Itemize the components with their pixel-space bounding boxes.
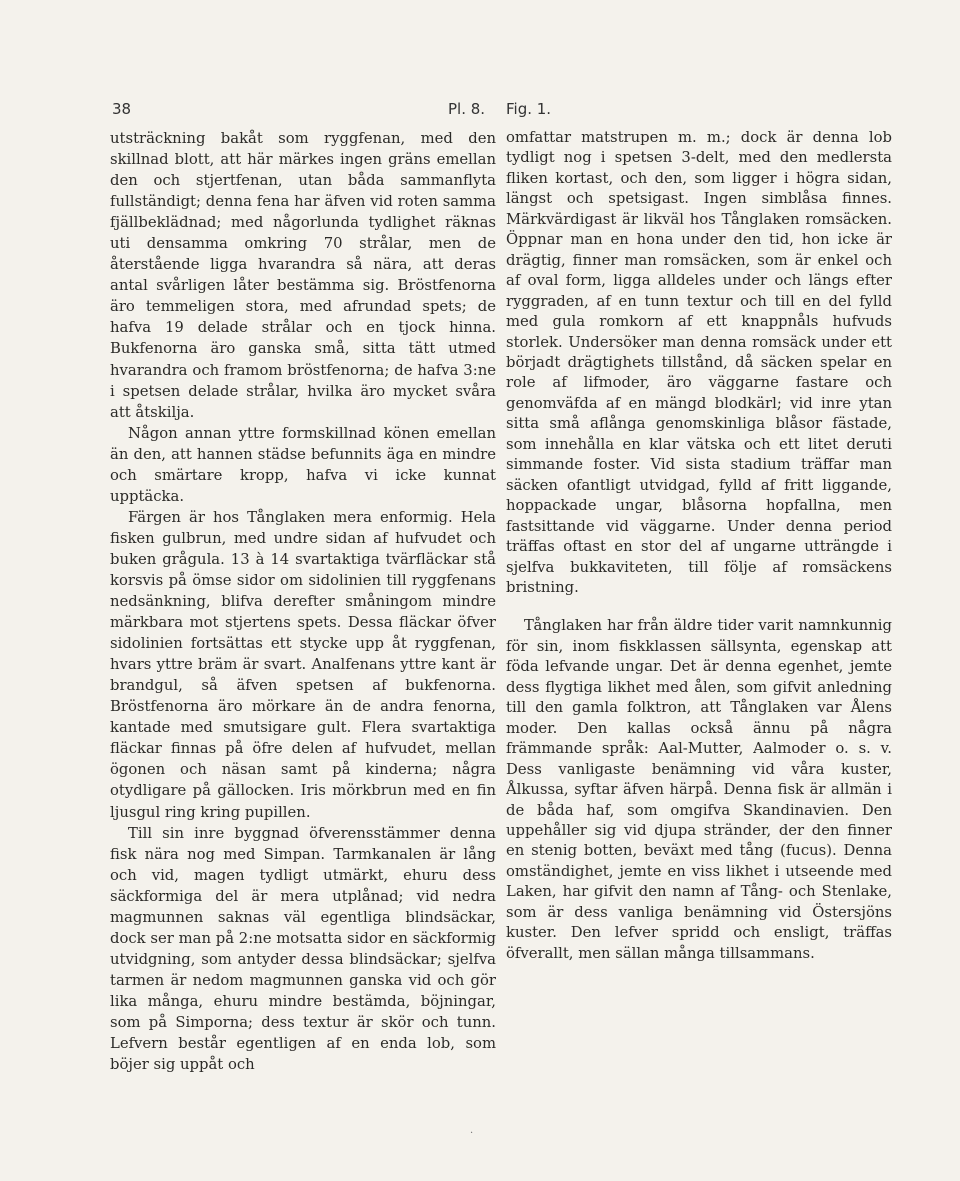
- paragraph: Färgen är hos Tånglaken mera enformig. Hela fisken gulbrun, med undre sidan af hufvudet och buken grågula. 13 à 14 svartaktiga tvärfläckar stå korsvis på ömse sidor om sidolinien till ryggfenans nedsänkning, blifva derefter småningom mindre märkbara mot stjertens spets. Dessa fläckar öfver sidolinien fortsättas ett stycke upp åt ryggfenan, hvars yttre bräm är svart. Analfenans yttre kant är brandgul, så äfven spetsen af bukfenorna. Bröstfenorna äro mörkare än de andra fenorna, kantade med smutsigare gult. Flera svartaktiga fläckar finnas på öfre delen af hufvudet, mellan ögonen och näsan samt på kinderna; några otydligare på gällocken. Iris mörkbrun med en fin ljusgul ring kring pupillen.: [110, 508, 496, 821]
- right-text-column: [506, 128, 892, 964]
- paragraph: Tånglaken har från äldre tider varit namnkunnig för sin, inom fiskklassen sällsynta, egenskap att föda lefvande ungar. Det är denna egenhet, jemte dess flygtiga likhet med ålen, som gifvit anledning till den gamla folktron, att Tånglaken var Ålens moder. Den kallas också ännu på några främmande språk: Aal-Mutter, Aalmoder o. s. v. Dess vanligaste benämning vid våra kuster, Ålkussa, syftar äfven härpå. Denna fisk är allmän i de båda haf, som omgifva Skandinavien. Den uppehåller sig vid djupa stränder, der den finner en stenig botten, beväxt med tång (fucus). Denna omständighet, jemte en viss likhet i utseende med Laken, har gifvit den namn af Tång- och Stenlake, som är dess vanliga benämning vid Östersjöns kuster. Den lefver spridd och ensligt, träffas öfverallt, men sällan många tillsammans.: [506, 617, 892, 962]
- page-number: 38: [112, 100, 132, 118]
- paragraph: Till sin inre byggnad öfverensstämmer denna fisk nära nog med Simpan. Tarmkanalen är lång och vid, magen tydligt utmärkt, ehuru dess säckformiga del är mera utplånad; vid nedra magmunnen saknas väl egentliga blindsäckar, dock ser man på 2:ne motsatta sidor en säckformig utvidgning, som antyder dessa blindsäckar; sjelfva tarmen är nedom magmunnen ganska vid och gör lika många, ehuru mindre bestämda, böjningar, som på Simporna; dess textur är skör och tunn. Lefvern består egentligen af en enda lob, som böjer sig uppåt och: [110, 824, 496, 1074]
- figure-reference: Fig. 1.: [506, 100, 552, 118]
- plate-reference: Pl. 8.: [448, 100, 486, 118]
- page-header: [0, 100, 960, 124]
- paragraph: utsträckning bakåt som ryggfenan, med den skillnad blott, att här märkes ingen gräns emellan den och stjertfenan, utan båda sammanflyta fullständigt; denna fena har äfven vid roten samma fjällbeklädnad; med någorlunda tydlighet räknas uti densamma omkring 70 strålar, men de återstående ligga hvarandra så nära, att deras antal svårligen låter bestämma sig. Bröstfenorna äro temmeligen stora, med afrundad spets; de hafva 19 delade strålar och en tjock hinna. Bukfenorna äro ganska små, sitta tätt utmed hvarandra och framom bröstfenorna; de hafva 3:ne i spetsen delade strålar, hvilka äro mycket svåra att åtskilja.: [110, 130, 496, 421]
- left-text-column: [110, 128, 496, 1075]
- print-speck: ·: [470, 1128, 474, 1139]
- paragraph: omfattar matstrupen m. m.; dock är denna lob tydligt nog i spetsen 3-delt, med den medlersta fliken kortast, och den, som ligger i högra sidan, längst och spetsigast. Ingen simblåsa finnes. Märkvärdigast är likväl hos Tånglaken romsäcken. Öppnar man en hona under den tid, hon icke är drägtig, finner man romsäcken, som är enkel och af oval form, ligga alldeles under och längs efter ryggraden, af en tunn textur och till en del fylld med gula romkorn af ett knappnåls hufvuds storlek. Undersöker man denna romsäck under ett börjadt drägtighets tillstånd, då säcken spelar en role af lifmoder, äro väggarne fastare och genomväfda af en mängd blodkärl; vid inre ytan sitta små aflånga genomskinliga blåsor fästade, som innehålla en klar vätska och ett litet deruti simmande foster. Vid sista stadium träffar man säcken ofantligt utvidgad, fylld af fritt liggande, hoppackade ungar, blåsorna hopfallna, men fastsittande vid väggarne. Under denna period träffas oftast en stor del af ungarne utträngde i sjelfva bukkaviteten, till följe af romsäckens bristning.: [506, 129, 892, 596]
- paragraph: Någon annan yttre formskillnad könen emellan än den, att hannen städse befunnits äga en mindre och smärtare kropp, hafva vi icke kunnat upptäcka.: [110, 424, 496, 505]
